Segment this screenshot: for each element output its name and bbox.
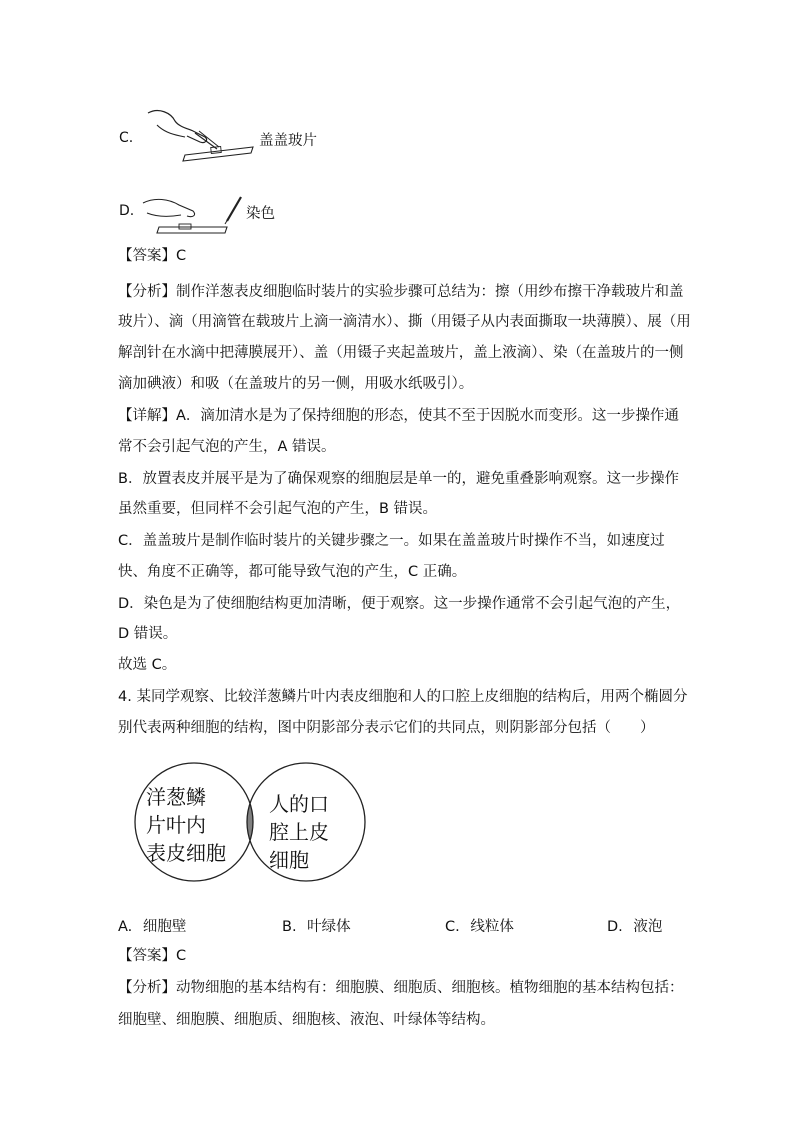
answer-label-1: 【答案】C	[118, 248, 187, 264]
analysis-line-6: 细胞壁、细胞膜、细胞质、细胞核、液泡、叶绿体等结构。	[118, 1012, 495, 1028]
answer-label-2: 【答案】C	[118, 948, 187, 964]
cover-slip-illustration	[145, 103, 255, 165]
staining-illustration	[141, 193, 245, 237]
choice-c[interactable]	[445, 915, 514, 936]
choice-a-label: A.	[118, 919, 133, 935]
venn-left-line-2: 片叶内	[146, 813, 206, 837]
detail-line-5: C．盖盖玻片是制作临时装片的关键步骤之一。如果在盖盖玻片时操作不当，如速度过	[118, 533, 665, 549]
detail-line-1: 【详解】A．滴加清水是为了保持细胞的形态，使其不至于因脱水而变形。这一步操作通	[118, 408, 679, 424]
detail-line-7: D．染色是为了使细胞结构更加清晰，便于观察。这一步操作通常不会引起气泡的产生，	[118, 596, 681, 612]
conclusion: 故选 C。	[118, 657, 177, 673]
choice-d-text: 液泡	[633, 919, 663, 935]
choice-b-label: B.	[282, 919, 297, 935]
venn-right-line-3: 细胞	[269, 848, 309, 872]
option-d-letter: D.	[119, 203, 135, 219]
venn-left-line-1: 洋葱鳞	[146, 785, 206, 809]
choice-d[interactable]	[607, 915, 662, 936]
detail-line-2: 常不会引起气泡的产生，A 错误。	[118, 439, 336, 455]
choice-c-text: 线粒体	[470, 919, 514, 935]
analysis-line-4: 滴加碘液）和吸（在盖玻片的另一侧，用吸水纸吸引）。	[118, 376, 474, 392]
detail-line-3: B．放置表皮并展平是为了确保观察的细胞层是单一的，避免重叠影响观察。这一步操作	[118, 471, 679, 487]
analysis-line-3: 解剖针在水滴中把薄膜展开）、盖（用镊子夹起盖玻片，盖上液滴）、染（在盖玻片的一侧	[118, 345, 684, 361]
detail-line-6: 快、角度不正确等，都可能导致气泡的产生，C 正确。	[118, 564, 467, 580]
venn-diagram	[132, 761, 368, 883]
option-c-letter: C.	[119, 130, 134, 146]
venn-left-line-3: 表皮细胞	[146, 841, 226, 865]
choice-b-text: 叶绿体	[307, 919, 351, 935]
analysis-line-1: 【分析】制作洋葱表皮细胞临时装片的实验步骤可总结为：擦（用纱布擦干净载玻片和盖	[118, 284, 684, 300]
analysis-line-2: 玻片）、滴（用滴管在载玻片上滴一滴清水）、撕（用镊子从内表面撕取一块薄膜）、展（用	[118, 314, 691, 330]
choice-a[interactable]	[118, 915, 186, 936]
question-4-line-2: 别代表两种细胞的结构，图中阴影部分表示它们的共同点，则阴影部分包括（ ）	[118, 720, 655, 736]
choice-d-label: D.	[607, 919, 623, 935]
choice-a-text: 细胞壁	[142, 919, 187, 935]
question-4-line-1: 4. 某同学观察、比较洋葱鳞片叶内表皮细胞和人的口腔上皮细胞的结构后，用两个椭圆分	[118, 689, 688, 705]
choice-c-label: C.	[445, 919, 460, 935]
detail-line-4: 虽然重要，但同样不会引起气泡的产生，B 错误。	[118, 501, 438, 517]
analysis-line-5: 【分析】动物细胞的基本结构有：细胞膜、细胞质、细胞核。植物细胞的基本结构包括：	[118, 980, 684, 996]
choice-b[interactable]	[282, 915, 351, 936]
venn-right-line-2: 腔上皮	[269, 820, 329, 844]
option-c-caption: 盖盖玻片	[259, 133, 317, 149]
detail-line-8: D 错误。	[118, 626, 178, 642]
venn-right-line-1: 人的口	[269, 792, 329, 816]
option-d-caption: 染色	[246, 206, 275, 222]
